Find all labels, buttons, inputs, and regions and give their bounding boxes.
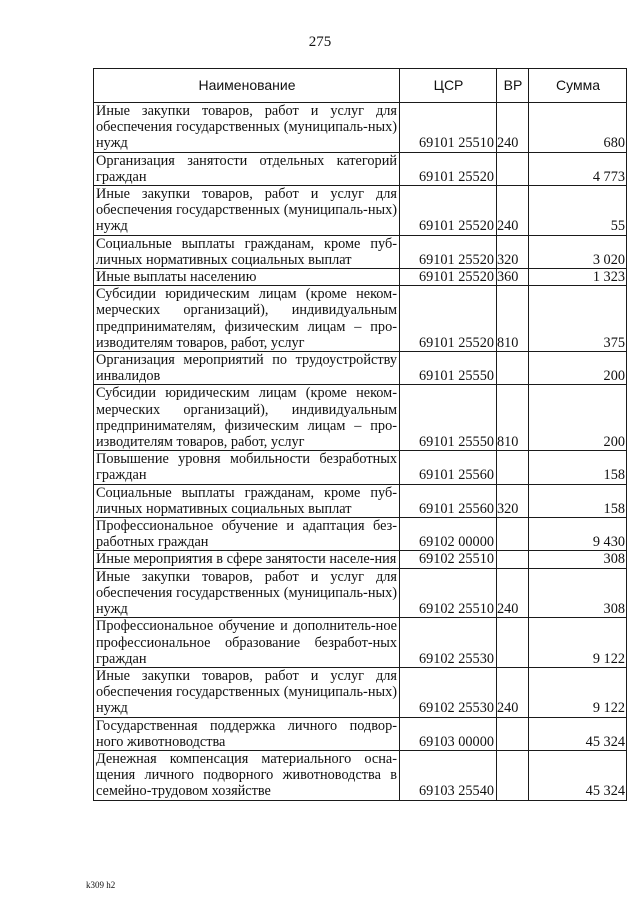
footer-code: k309 h2 <box>86 880 116 890</box>
row-name: Организация мероприятий по трудоустройству инвалидов <box>94 352 400 385</box>
row-csr: 69101 25520 <box>400 269 497 286</box>
table-row <box>94 451 627 484</box>
table-row <box>94 103 627 153</box>
row-vr: 320 <box>497 484 529 517</box>
header-vr: ВР <box>497 69 529 103</box>
row-vr <box>497 152 529 185</box>
row-csr: 69101 25560 <box>400 451 497 484</box>
row-sum: 308 <box>529 568 627 618</box>
table-row <box>94 717 627 750</box>
row-vr: 240 <box>497 667 529 717</box>
row-vr: 240 <box>497 568 529 618</box>
row-vr <box>497 451 529 484</box>
row-sum: 680 <box>529 103 627 153</box>
table-header-row <box>94 69 627 103</box>
table-row <box>94 385 627 451</box>
row-name: Профессиональное обучение и дополнитель-ное профессиональное образование безработ-ных граждан <box>94 618 400 668</box>
table-row <box>94 286 627 352</box>
row-sum: 9 122 <box>529 618 627 668</box>
row-vr: 320 <box>497 235 529 268</box>
row-sum: 375 <box>529 286 627 352</box>
row-csr: 69101 25520 <box>400 152 497 185</box>
row-name: Иные мероприятия в сфере занятости населе-ния <box>94 551 400 568</box>
row-vr <box>497 551 529 568</box>
header-name: Наименование <box>94 69 400 103</box>
row-csr: 69103 25540 <box>400 750 497 800</box>
row-name: Профессиональное обучение и адаптация без-работных граждан <box>94 518 400 551</box>
row-csr: 69101 25560 <box>400 484 497 517</box>
row-csr: 69102 25530 <box>400 667 497 717</box>
header-csr: ЦСР <box>400 69 497 103</box>
row-csr: 69101 25520 <box>400 186 497 236</box>
row-sum: 158 <box>529 484 627 517</box>
row-csr: 69101 25520 <box>400 286 497 352</box>
page-number: 275 <box>308 34 332 50</box>
row-csr: 69102 00000 <box>400 518 497 551</box>
row-vr: 810 <box>497 286 529 352</box>
row-vr: 240 <box>497 103 529 153</box>
row-vr <box>497 750 529 800</box>
row-vr: 810 <box>497 385 529 451</box>
table-row <box>94 186 627 236</box>
row-name: Государственная поддержка личного подвор-ного животноводства <box>94 717 400 750</box>
row-vr <box>497 518 529 551</box>
row-csr: 69102 25510 <box>400 568 497 618</box>
row-sum: 9 122 <box>529 667 627 717</box>
row-sum: 45 324 <box>529 750 627 800</box>
header-sum: Сумма <box>529 69 627 103</box>
row-sum: 308 <box>529 551 627 568</box>
row-sum: 200 <box>529 385 627 451</box>
row-csr: 69101 25550 <box>400 352 497 385</box>
table-row <box>94 551 627 568</box>
row-vr <box>497 717 529 750</box>
table-row <box>94 750 627 800</box>
row-sum: 3 020 <box>529 235 627 268</box>
row-sum: 200 <box>529 352 627 385</box>
row-name: Организация занятости отдельных категорий граждан <box>94 152 400 185</box>
row-name: Субсидии юридическим лицам (кроме неком-мерческих организаций), индивидуальным предпринимателям, физическим лицам – про-изводителям товаров, работ, услуг <box>94 286 400 352</box>
budget-table <box>93 68 627 801</box>
row-name: Денежная компенсация материального осна-щения личного подворного животноводства в семейно-трудовом хозяйстве <box>94 750 400 800</box>
table-row <box>94 518 627 551</box>
row-vr <box>497 352 529 385</box>
row-sum: 4 773 <box>529 152 627 185</box>
table-row <box>94 235 627 268</box>
row-name: Иные закупки товаров, работ и услуг для обеспечения государственных (муниципаль-ных) нужд <box>94 186 400 236</box>
table-row <box>94 618 627 668</box>
table-row <box>94 152 627 185</box>
table-row <box>94 352 627 385</box>
row-sum: 1 323 <box>529 269 627 286</box>
row-csr: 69101 25520 <box>400 235 497 268</box>
row-sum: 158 <box>529 451 627 484</box>
row-csr: 69101 25510 <box>400 103 497 153</box>
table-row <box>94 269 627 286</box>
row-csr: 69102 25510 <box>400 551 497 568</box>
table-row <box>94 667 627 717</box>
row-csr: 69102 25530 <box>400 618 497 668</box>
table-row <box>94 484 627 517</box>
row-csr: 69103 00000 <box>400 717 497 750</box>
row-name: Повышение уровня мобильности безработных граждан <box>94 451 400 484</box>
row-name: Социальные выплаты гражданам, кроме пуб-личных нормативных социальных выплат <box>94 484 400 517</box>
table-row <box>94 568 627 618</box>
row-sum: 55 <box>529 186 627 236</box>
row-sum: 45 324 <box>529 717 627 750</box>
row-vr <box>497 618 529 668</box>
row-name: Иные закупки товаров, работ и услуг для обеспечения государственных (муниципаль-ных) нужд <box>94 568 400 618</box>
row-name: Субсидии юридическим лицам (кроме неком-мерческих организаций), индивидуальным предпринимателям, физическим лицам – про-изводителям товаров, работ, услуг <box>94 385 400 451</box>
row-name: Иные закупки товаров, работ и услуг для обеспечения государственных (муниципаль-ных) нужд <box>94 103 400 153</box>
row-sum: 9 430 <box>529 518 627 551</box>
row-name: Иные выплаты населению <box>94 269 400 286</box>
row-vr: 240 <box>497 186 529 236</box>
row-name: Иные закупки товаров, работ и услуг для обеспечения государственных (муниципаль-ных) нужд <box>94 667 400 717</box>
row-csr: 69101 25550 <box>400 385 497 451</box>
row-vr: 360 <box>497 269 529 286</box>
row-name: Социальные выплаты гражданам, кроме пуб-личных нормативных социальных выплат <box>94 235 400 268</box>
